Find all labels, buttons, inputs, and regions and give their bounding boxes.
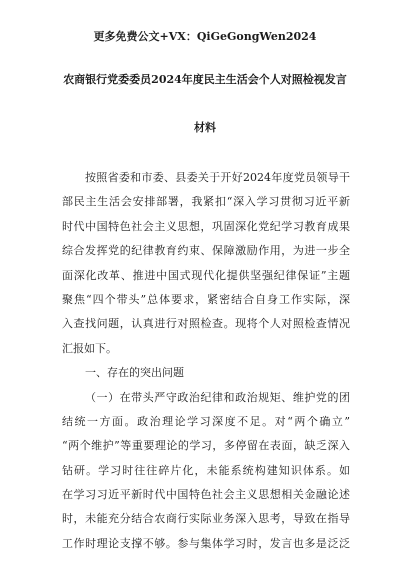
intro-paragraph [62, 166, 350, 361]
subsection-line: 时，未能充分结合农商行实际业务深入思考，导致在指导 [62, 512, 350, 526]
intro-line: 入查找问题，认真进行对照检查。现将个人对照检查情况 [62, 317, 350, 331]
subsection-line: 在学习习近平新时代中国特色社会主义思想相关金融论述 [62, 488, 350, 502]
subsection-line: “两个维护”等重要理论的学习，多停留在表面，缺乏深入 [62, 439, 350, 453]
subsection-line: （一）在带头严守政治纪律和政治规矩、维护党的团 [85, 390, 350, 404]
section-heading: 一、存在的突出问题 [85, 366, 184, 380]
document-body [62, 166, 350, 556]
intro-line: 汇报如下。 [62, 341, 117, 355]
document-title: 农商银行党委委员2024年度民主生活会个人对照检视发言 [63, 73, 347, 86]
document-title-continued: 材料 [194, 121, 216, 134]
intro-line: 部民主生活会安排部署，我紧扣“深入学习贯彻习近平新 [62, 195, 350, 209]
subsection-line: 钻研。学习时往往碎片化，未能系统构建知识体系。如 [62, 463, 350, 477]
intro-line: 按照省委和市委、县委关于开好2024年度党员领导干 [85, 171, 350, 184]
intro-line: 综合发挥党的纪律教育约束、保障激励作用，为进一步全 [62, 244, 350, 258]
intro-line: 时代中国特色社会主义思想，巩固深化党纪学习教育成果 [62, 219, 350, 233]
subsection-line: 结统一方面。政治理论学习深度不足。对“两个确立” [62, 414, 350, 428]
intro-line: 聚焦“四个带头”总体要求，紧密结合自身工作实际，深 [62, 292, 350, 306]
intro-line: 面深化改革、推进中国式现代化提供坚强纪律保证”主题 [62, 268, 350, 282]
subsection-paragraph [62, 386, 350, 557]
subsection-line: 工作时理论支撑不够。参与集体学习时，发言也多是泛泛 [62, 536, 350, 550]
promo-header: 更多免费公文+VX：QiGeGongWen2024 [93, 30, 317, 43]
